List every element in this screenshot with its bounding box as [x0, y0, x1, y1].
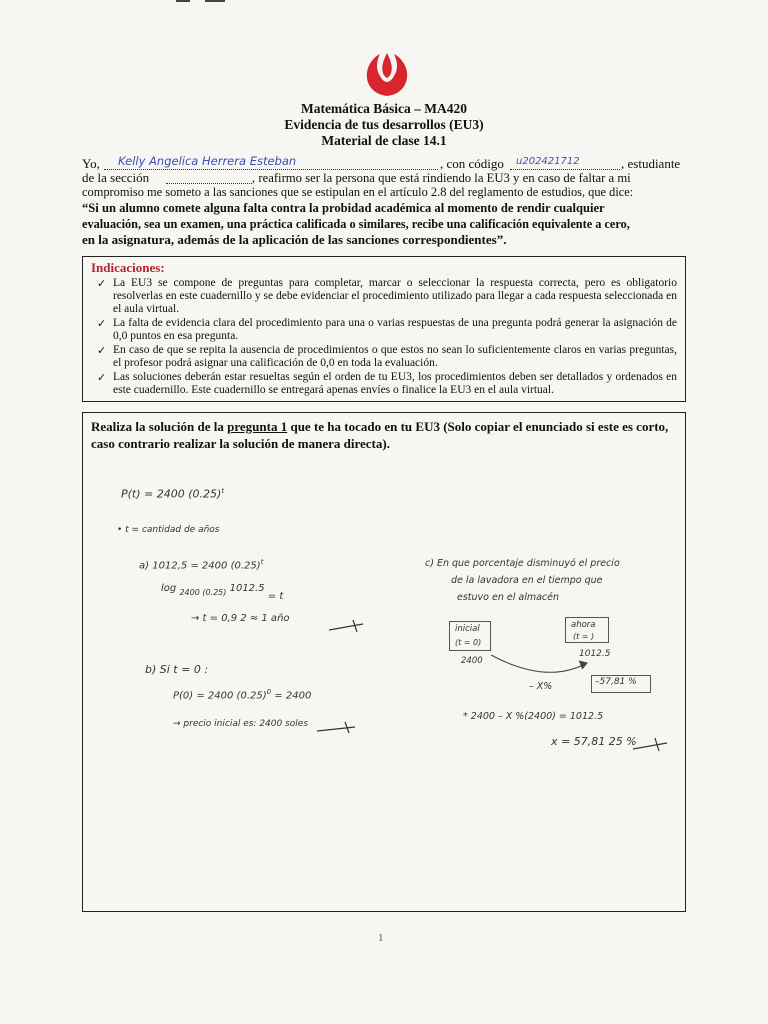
scan-mark — [176, 0, 190, 2]
part-c-line-1: c) En que porcentaje disminuyó el precio — [425, 558, 620, 569]
part-b-line-1: b) Si t = 0 : — [145, 663, 209, 676]
indicaciones-title: Indicaciones: — [91, 260, 165, 275]
student-code-value: u202421712 — [516, 156, 580, 167]
document-title: Evidencia de tus desarrollos (EU3) — [284, 117, 484, 132]
section-field[interactable] — [166, 170, 252, 184]
student-name-field[interactable] — [104, 156, 438, 170]
percent-result: –57,81 % — [595, 677, 637, 687]
page-number: 1 — [378, 932, 384, 944]
quote-line-1: “Si un alumno comete alguna falta contra la probidad académica al momento de rendir cualquier — [82, 201, 605, 215]
part-a-log-value: 1012.5 — [229, 583, 265, 594]
model-equation-text: P(t) = 2400 (0.25) — [121, 487, 222, 501]
checkmark-icon: ✓ — [97, 277, 107, 290]
current-price: 1012.5 — [579, 649, 611, 659]
decrease-arrow-icon — [487, 651, 597, 685]
initial-label: inicial — [455, 624, 480, 634]
part-a-exponent: t — [260, 558, 264, 566]
model-equation — [121, 487, 224, 501]
part-a-line-1 — [139, 558, 263, 571]
part-a-line-2 — [161, 583, 284, 602]
indicaciones-box — [82, 256, 686, 402]
question-prompt-end: que te ha tocado en tu EU3 (Solo copiar el enunciado si este es corto, caso contrario realizar la solución de manera directa). — [91, 419, 669, 451]
part-b-equation: P(0) = 2400 (0.25) — [173, 690, 267, 702]
part-b-conclusion: → precio inicial es: 2400 soles — [173, 719, 309, 729]
solution-work-box — [82, 412, 686, 912]
current-time: (t = ) — [573, 632, 595, 641]
indicacion-text: Las soluciones deberán estar resueltas según el orden de tu EU3, los procedimientos deben ser detallados y ordenados en este cuadernillo. Este cuadernillo se entregará apenas envíes o finalice la EU3 en el aula virtual. — [113, 371, 677, 396]
current-label: ahora — [571, 620, 596, 630]
checkmark-icon: ✓ — [97, 317, 107, 330]
checkmark-icon: ✓ — [97, 371, 107, 384]
student-code-field[interactable] — [510, 156, 620, 170]
part-c-line-2: de la lavadora en el tiempo que — [451, 575, 603, 586]
quote-line-2: evaluación, sea un examen, una práctica calificada o similares, recibe una calificación equivalente a cero, — [82, 217, 630, 231]
question-number-link: pregunta 1 — [227, 419, 288, 434]
checkmark-icon: ✓ — [97, 344, 107, 357]
indicacion-text: La falta de evidencia clara del procedimiento para una o varias respuestas de una pregunta podrá generar la asignación de 0,0 puntos en esa pregunta. — [113, 317, 677, 342]
answer-check-icon — [327, 618, 367, 634]
model-equation-exponent: t — [221, 487, 225, 495]
student-name-value: Kelly Angelica Herrera Esteban — [118, 154, 297, 168]
course-title: Matemática Básica – MA420 — [300, 101, 468, 116]
percent-label: – X% — [529, 681, 553, 692]
initial-time: (t = 0) — [455, 638, 482, 647]
percent-solution: x = 57,81 25 % — [551, 735, 637, 748]
part-b-result: = 2400 — [274, 690, 312, 702]
scan-mark — [205, 0, 225, 2]
answer-check-icon — [631, 735, 671, 753]
part-a-log: log — [161, 583, 177, 594]
part-b-exponent: 0 — [266, 688, 272, 696]
quote-line-3: en la asignatura, además de la aplicación de las sanciones correspondientes”. — [82, 232, 507, 247]
section-suffix: , reafirmo ser la persona que está rindiendo la EU3 y en caso de faltar a mi — [252, 171, 631, 185]
indicacion-text: La EU3 se compone de preguntas para completar, marcar o seleccionar la respuesta correcta, pero es obligatorio resolverlas en este cuadernillo y se debe evidenciar el procedimiento utilizado para llegar a cada respuesta seleccionada en el aula virtual. — [113, 277, 677, 315]
part-a-equals-t: = t — [267, 591, 284, 602]
initial-price: 2400 — [461, 656, 483, 666]
part-a-log-base: 2400 (0.25) — [179, 588, 227, 597]
percent-equation: * 2400 – X %(2400) = 1012.5 — [463, 711, 604, 722]
variable-definition: • t = cantidad de años — [117, 525, 220, 535]
indicacion-text: En caso de que se repita la ausencia de procedimientos o que estos no sean lo suficientemente claros en varias preguntas, el profesor podrá asignar una calificación de 0,0 en toda la evaluación. — [113, 344, 677, 369]
part-a-equation: a) 1012,5 = 2400 (0.25) — [139, 560, 261, 572]
code-suffix: , estudiante — [621, 156, 681, 171]
part-b-line-2 — [173, 688, 311, 701]
pledge-line-3: compromiso me someto a las sanciones que se estipulan en el artículo 2.8 del reglamento de estudios, que dice: — [82, 185, 634, 199]
academic-integrity-quote — [82, 200, 686, 248]
code-prefix: , con código — [440, 156, 504, 171]
section-prefix: de la sección — [82, 170, 150, 185]
question-prompt — [91, 418, 679, 452]
part-a-result: → t = 0,9 2 ≈ 1 año — [191, 613, 290, 624]
question-prompt-start: Realiza la solución de la — [91, 419, 228, 434]
yo-prefix: Yo, — [82, 156, 100, 171]
part-c-line-3: estuvo en el almacén — [457, 592, 560, 603]
upc-logo-icon — [362, 50, 412, 100]
material-title: Material de clase 14.1 — [321, 133, 447, 148]
answer-check-icon — [315, 719, 359, 735]
